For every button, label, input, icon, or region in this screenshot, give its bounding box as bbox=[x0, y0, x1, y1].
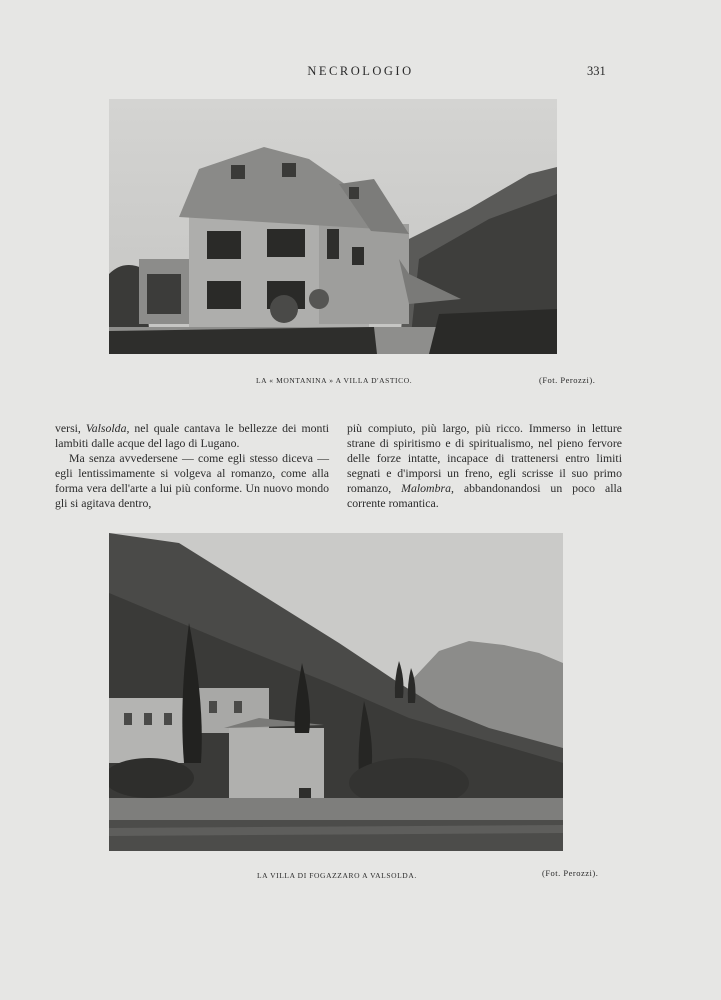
figure1-credit: (Fot. Perozzi). bbox=[539, 375, 596, 385]
text-column-left bbox=[55, 421, 329, 511]
page-number: 331 bbox=[587, 64, 606, 78]
villa-montanina-photo bbox=[109, 99, 557, 354]
paragraph: versi, Valsolda, nel quale cantava le bellezze dei monti lambiti dalle acque del lago di Lugano. bbox=[55, 421, 330, 450]
running-title: NECROLOGIO bbox=[307, 64, 414, 78]
paragraph: più compiuto, più largo, più ricco. Immerso in letture strane di spiritismo e di spiritualismo, nel pieno fervore delle forze intatte, incapace di trattenersi entro limiti segnati e d'imporsi un freno, egli scrisse il suo primo romanzo, Malombra, abbandonandosi un poco alla corrente romantica. bbox=[347, 421, 623, 510]
text-column-right bbox=[347, 421, 622, 511]
figure1-caption: LA « MONTANINA » A VILLA D'ASTICO. bbox=[256, 376, 413, 385]
figure2-credit: (Fot. Perozzi). bbox=[542, 868, 599, 878]
paragraph: Ma senza avvedersene — come egli stesso diceva — egli lentissimamente si volgeva al romanzo, come alla forma vera dell'arte a lui più conforme. Un nuovo mondo gli si agitava dentro, bbox=[55, 451, 329, 510]
figure2-caption: LA VILLA DI FOGAZZARO A VALSOLDA. bbox=[257, 871, 417, 880]
villa-valsolda-photo bbox=[109, 533, 563, 851]
